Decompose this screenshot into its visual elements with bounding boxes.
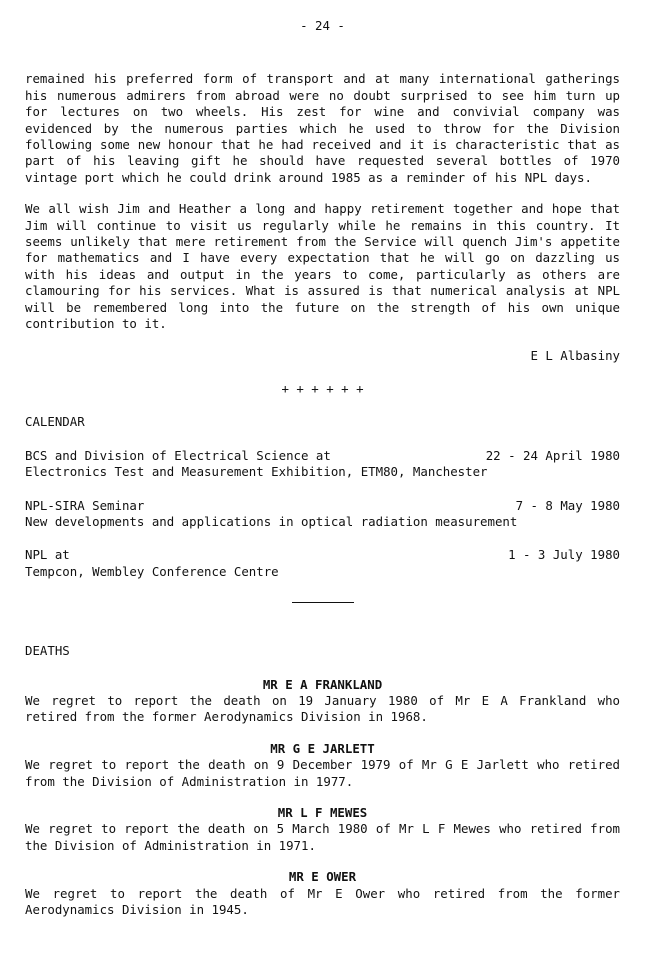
calendar-event-date: 1 - 3 July 1980 bbox=[508, 547, 620, 563]
section-separator: + + + + + + bbox=[281, 380, 364, 396]
calendar-event bbox=[25, 498, 620, 531]
calendar-event bbox=[25, 547, 620, 580]
obituary bbox=[25, 741, 620, 790]
calendar-heading: CALENDAR bbox=[25, 414, 85, 430]
obituary-text: We regret to report the death on 19 January 1980 of Mr E A Frankland who retired from the former Aerodynamics Division in 1968. bbox=[25, 692, 620, 725]
obituary bbox=[25, 677, 620, 726]
obituary-name: MR G E JARLETT bbox=[270, 740, 375, 756]
calendar-event-title: NPL-SIRA Seminar bbox=[25, 497, 145, 513]
tribute-author: E L Albasiny bbox=[530, 347, 620, 363]
calendar-event-date: 22 - 24 April 1980 bbox=[485, 447, 620, 463]
obituary-text: We regret to report the death on 5 March 1980 of Mr L F Mewes who retired from the Division of Administration in 1971. bbox=[25, 821, 620, 853]
calendar-event-date: 7 - 8 May 1980 bbox=[515, 497, 620, 513]
obituary-text: We regret to report the death of Mr E Ower who retired from the former Aerodynamics Division in 1945. bbox=[25, 885, 620, 918]
obituary bbox=[25, 805, 620, 854]
deaths-heading: DEATHS bbox=[25, 643, 70, 659]
tribute-paragraph-1: remained his preferred form of transport and at many international gatherings his numerous admirers from abroad were no doubt surprised to see him turn up for lectures on two wheels. His zest for wine and convivial company was evidenced by the numerous parties which he used to throw for the Division following some new honour that he had received and it is characteristic that as part of his leaving gift he should have requested several bottles of 1970 vintage port which he could drink around 1985 as a reminder of his NPL days. bbox=[25, 71, 620, 185]
calendar-event-detail: Electronics Test and Measurement Exhibition, ETM80, Manchester bbox=[25, 464, 488, 480]
newsletter-page bbox=[25, 18, 620, 918]
calendar-event-title: BCS and Division of Electrical Science at bbox=[25, 447, 331, 463]
calendar-event bbox=[25, 448, 620, 481]
calendar-event-detail: Tempcon, Wembley Conference Centre bbox=[25, 563, 279, 579]
calendar-event-detail: New developments and applications in optical radiation measurement bbox=[25, 513, 518, 529]
page-number: - 24 - bbox=[300, 18, 345, 33]
calendar-event-title: NPL at bbox=[25, 547, 70, 563]
obituary-text: We regret to report the death on 9 December 1979 of Mr G E Jarlett who retired from the Division of Administration in 1977. bbox=[25, 757, 620, 789]
tribute-paragraph-2: We all wish Jim and Heather a long and happy retirement together and hope that Jim will continue to visit us regularly while he remains in this country. It seems unlikely that mere retirement from the Service will quench Jim's appetite for mathematics and I have every expectation that he will go on dazzling us with his ideas and output in the years to come, particularly as others are clamouring for his services. What is assured is that numerical analysis at NPL will be remembered long into the future on the strength of his own unique contribution to it. bbox=[25, 201, 620, 332]
obituary-name: MR E A FRANKLAND bbox=[262, 676, 383, 692]
obituary-name: MR L F MEWES bbox=[277, 805, 368, 820]
obituary bbox=[25, 869, 620, 918]
obituary-name: MR E OWER bbox=[288, 869, 357, 885]
